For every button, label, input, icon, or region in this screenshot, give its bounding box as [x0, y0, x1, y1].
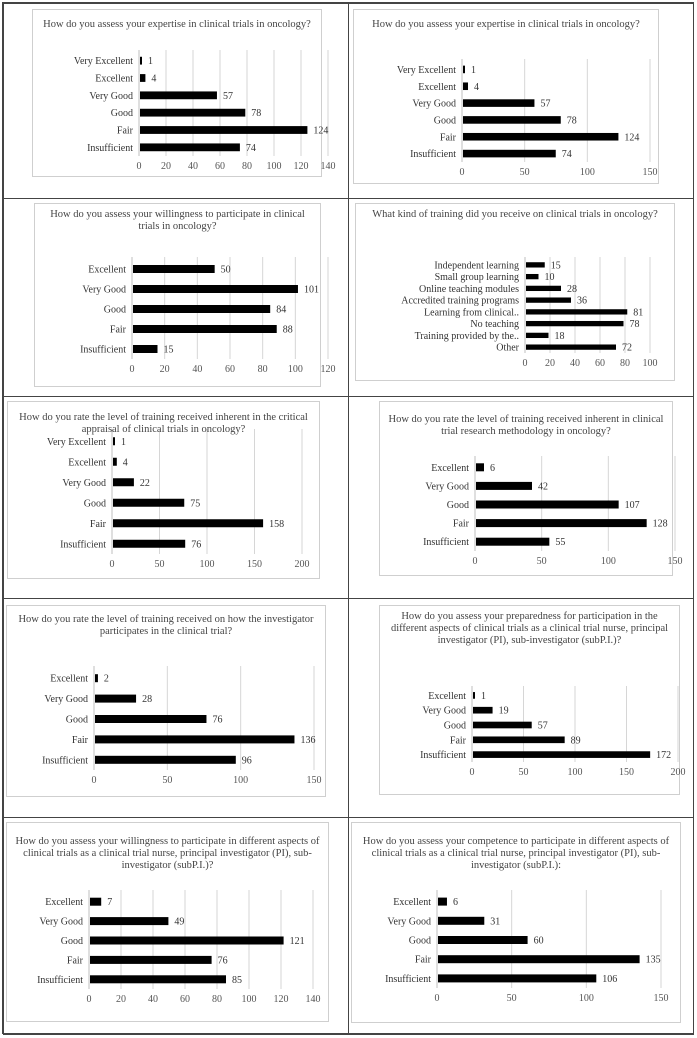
x-tick-label: 80: [257, 364, 268, 375]
data-label: 78: [251, 108, 262, 120]
category-label: Very Good: [425, 481, 469, 493]
category-label: Insufficient: [80, 344, 126, 356]
chart-title: How do you assess your willingness to participate in different aspects of clinical trials as a clinical trial nurse, principal investigator (PI), sub-investigator (subP.I.)?: [15, 836, 320, 871]
bar: [463, 150, 556, 158]
category-label: Excellent: [431, 462, 469, 474]
data-label: 4: [474, 81, 480, 93]
bar: [140, 57, 142, 65]
x-tick-label: 20: [161, 161, 171, 172]
data-label: 10: [544, 272, 555, 284]
bar: [140, 91, 217, 99]
data-label: 15: [163, 344, 174, 356]
bar: [526, 321, 624, 326]
data-label: 28: [142, 694, 153, 706]
data-label: 74: [245, 142, 256, 154]
bar: [463, 116, 561, 124]
data-label: 74: [561, 149, 572, 161]
data-label: 1: [471, 64, 476, 76]
x-tick-label: 150: [306, 775, 322, 786]
x-tick-label: 0: [91, 775, 97, 786]
chart-frame-10: [351, 822, 681, 1023]
chart-cell-2: [348, 3, 694, 199]
x-tick-label: 0: [129, 364, 135, 375]
data-label: 1: [148, 56, 153, 68]
chart-title: What kind of training did you receive on clinical trials in oncology?: [372, 209, 658, 220]
bar: [463, 66, 465, 74]
chart-frame-2: [353, 9, 659, 184]
x-tick-label: 0: [469, 767, 475, 778]
x-tick-label: 50: [506, 993, 517, 1004]
category-label: Fair: [414, 954, 431, 966]
x-tick-label: 40: [570, 358, 580, 369]
data-label: 101: [303, 284, 319, 296]
data-label: 76: [191, 539, 202, 551]
category-label: Very Good: [44, 694, 88, 706]
data-label: 124: [313, 125, 329, 137]
x-tick-label: 50: [154, 559, 165, 570]
category-label: Excellent: [393, 897, 431, 909]
x-tick-label: 0: [459, 167, 465, 178]
bar: [113, 499, 184, 507]
category-label: Fair: [66, 955, 83, 967]
data-label: 172: [656, 750, 672, 762]
category-label: Other: [496, 342, 519, 354]
category-label: Excellent: [88, 264, 126, 276]
data-label: 60: [533, 935, 544, 947]
chart-svg: [33, 10, 336, 176]
data-label: 1: [481, 690, 486, 702]
bar: [113, 437, 115, 445]
bar: [95, 735, 294, 743]
chart-cell-8: [348, 598, 694, 818]
data-label: 84: [276, 304, 287, 316]
category-label: Fair: [116, 125, 133, 137]
data-label: 19: [498, 705, 509, 717]
data-label: 76: [212, 714, 223, 726]
bar: [438, 955, 640, 963]
category-label: Insufficient: [37, 974, 83, 986]
x-tick-label: 50: [518, 767, 529, 778]
bar: [463, 99, 534, 107]
chart-svg: [356, 204, 674, 380]
category-label: Very Excellent: [46, 436, 106, 448]
chart-frame-6: [379, 401, 683, 576]
x-tick-label: 100: [233, 775, 249, 786]
bar: [526, 297, 571, 302]
x-tick-label: 0: [136, 161, 142, 172]
x-tick-label: 200: [670, 767, 686, 778]
category-label: Insufficient: [60, 539, 106, 551]
category-label: Fair: [449, 735, 466, 747]
category-label: Very Excellent: [396, 64, 456, 76]
category-label: Learning from clinical..: [424, 307, 519, 319]
x-tick-label: 140: [305, 994, 321, 1005]
data-label: 57: [540, 98, 551, 110]
x-tick-label: 100: [579, 167, 595, 178]
category-label: Very Good: [412, 98, 456, 110]
bar: [90, 937, 284, 945]
x-tick-label: 150: [619, 767, 634, 778]
data-label: 6: [490, 462, 495, 474]
category-label: Very Good: [39, 916, 83, 928]
category-label: Excellent: [428, 690, 466, 702]
data-label: 49: [174, 916, 185, 928]
x-tick-label: 120: [320, 364, 336, 375]
x-tick-label: 0: [109, 559, 115, 570]
bar: [526, 344, 616, 349]
chart-cell-4: [348, 198, 694, 397]
category-label: Very Good: [82, 284, 126, 296]
bar: [140, 143, 240, 151]
bar: [133, 285, 298, 293]
chart-cell-10: [348, 817, 694, 1035]
chart-title: How do you rate the level of training received inherent in clinical trial research methodology in oncology?: [388, 414, 664, 437]
bar: [473, 707, 493, 714]
category-label: Small group learning: [434, 272, 519, 284]
chart-cell-9: [3, 817, 349, 1035]
bar: [476, 482, 532, 490]
x-tick-label: 0: [522, 358, 528, 369]
data-label: 4: [122, 457, 128, 469]
bar: [476, 519, 647, 527]
category-label: Good: [83, 498, 106, 510]
data-label: 121: [289, 936, 305, 947]
category-label: No teaching: [470, 319, 519, 331]
x-tick-label: 60: [215, 161, 225, 172]
category-label: Excellent: [418, 81, 456, 93]
bar: [463, 82, 468, 90]
x-tick-label: 140: [320, 161, 336, 172]
data-label: 75: [190, 498, 201, 510]
chart-title: How do you assess your willingness to participate in clinical trials in oncology?: [50, 209, 305, 232]
x-tick-label: 150: [247, 559, 262, 570]
data-label: 15: [550, 260, 561, 272]
data-label: 128: [652, 518, 668, 530]
x-tick-label: 100: [578, 993, 594, 1004]
x-tick-label: 100: [642, 358, 658, 369]
data-label: 36: [577, 295, 587, 307]
category-label: Very Excellent: [73, 56, 133, 68]
x-tick-label: 0: [86, 994, 92, 1005]
bar: [476, 538, 549, 546]
data-label: 6: [452, 897, 458, 909]
chart-cell-1: [3, 3, 349, 199]
category-label: Good: [446, 500, 469, 511]
data-label: 2: [103, 673, 109, 685]
category-label: Good: [65, 714, 88, 726]
data-label: 107: [624, 500, 640, 511]
x-tick-label: 20: [545, 358, 555, 369]
category-label: Good: [110, 108, 133, 120]
bar: [526, 333, 549, 338]
x-tick-label: 150: [653, 993, 669, 1004]
data-label: 106: [602, 973, 618, 985]
category-label: Excellent: [68, 457, 106, 469]
x-tick-label: 120: [293, 161, 309, 172]
x-tick-label: 0: [434, 993, 440, 1004]
category-label: Excellent: [95, 73, 133, 85]
data-label: 50: [220, 264, 231, 276]
x-tick-label: 20: [116, 994, 126, 1005]
bar: [476, 463, 484, 471]
chart-title: How do you rate the level of training received inherent in the critical appraisal of clinical trials in oncology?: [19, 412, 308, 435]
x-tick-label: 60: [225, 364, 235, 375]
x-tick-label: 150: [667, 556, 683, 567]
data-label: 76: [217, 955, 228, 967]
category-label: Good: [60, 936, 83, 947]
category-label: Insufficient: [423, 537, 469, 549]
chart-title: How do you assess your expertise in clinical trials in oncology?: [372, 19, 640, 30]
bar: [463, 133, 618, 141]
bar: [473, 751, 650, 758]
bar: [95, 674, 98, 682]
bar: [133, 305, 270, 313]
bar: [90, 917, 168, 925]
data-label: 81: [633, 307, 644, 319]
bar: [140, 126, 307, 134]
chart-title: How do you assess your competence to participate in different aspects of clinical trials as a clinical trial nurse, principal investigator (PI), sub-investigator (subP.I.):: [362, 836, 670, 871]
bar: [473, 692, 475, 699]
category-label: Insufficient: [87, 142, 133, 154]
data-label: 136: [300, 734, 316, 746]
data-label: 57: [537, 720, 548, 732]
x-tick-label: 100: [266, 161, 282, 172]
x-tick-label: 100: [287, 364, 303, 375]
category-label: Insufficient: [42, 755, 88, 767]
x-tick-label: 40: [148, 994, 158, 1005]
chart-cell-6: [348, 396, 694, 599]
x-tick-label: 50: [162, 775, 173, 786]
data-label: 4: [151, 73, 157, 85]
category-label: Insufficient: [385, 973, 431, 985]
chart-frame-1: [32, 9, 336, 177]
category-label: Good: [103, 304, 126, 316]
chart-grid: [2, 2, 694, 1034]
chart-frame-4: [355, 203, 675, 381]
data-label: 96: [241, 755, 252, 767]
category-label: Good: [408, 935, 431, 947]
bar: [113, 540, 185, 548]
category-label: Independent learning: [434, 260, 519, 272]
category-label: Fair: [109, 324, 126, 336]
bar: [473, 736, 565, 743]
category-label: Insufficient: [410, 149, 456, 161]
data-label: 42: [538, 481, 548, 493]
chart-frame-5: [7, 401, 320, 579]
bar: [526, 286, 561, 291]
category-label: Fair: [439, 132, 456, 144]
bar: [113, 519, 263, 527]
category-label: Accredited training programs: [401, 295, 519, 307]
x-tick-label: 60: [595, 358, 605, 369]
bar: [140, 74, 145, 82]
category-label: Very Good: [387, 916, 431, 928]
data-label: 88: [282, 324, 293, 336]
data-label: 89: [570, 735, 581, 747]
data-label: 78: [629, 319, 640, 331]
bar: [476, 501, 619, 509]
category-label: Very Good: [89, 90, 133, 102]
bar: [526, 309, 627, 314]
bar: [526, 262, 545, 267]
x-tick-label: 50: [519, 167, 530, 178]
category-label: Fair: [89, 518, 106, 530]
category-label: Excellent: [50, 673, 88, 685]
data-label: 85: [232, 974, 242, 986]
category-label: Very Good: [62, 477, 106, 489]
category-label: Fair: [452, 518, 469, 530]
bar: [526, 274, 539, 279]
x-tick-label: 100: [567, 767, 583, 778]
category-label: Fair: [71, 734, 88, 746]
x-tick-label: 100: [600, 556, 616, 567]
chart-cell-3: [3, 198, 349, 397]
chart-svg: [354, 10, 658, 183]
chart-title: How do you assess your preparedness for participation in the different aspects of clinical trials as a clinical trial nurse, principal investigator (PI), sub-investigator (subP.I.)?: [390, 611, 669, 646]
x-tick-label: 50: [536, 556, 547, 567]
chart-frame-8: [379, 605, 686, 795]
bar: [95, 695, 136, 703]
x-tick-label: 60: [180, 994, 190, 1005]
data-label: 28: [567, 283, 577, 295]
x-tick-label: 20: [159, 364, 170, 375]
x-tick-label: 80: [212, 994, 222, 1005]
data-label: 7: [107, 897, 113, 909]
bar: [140, 109, 245, 117]
bar: [133, 325, 277, 333]
category-label: Online teaching modules: [419, 283, 519, 295]
bar: [438, 936, 528, 944]
data-label: 135: [645, 954, 661, 966]
x-tick-label: 120: [273, 994, 289, 1005]
chart-title: How do you assess your expertise in clinical trials in oncology?: [43, 19, 311, 30]
category-label: Very Good: [422, 705, 466, 717]
x-tick-label: 150: [642, 167, 658, 178]
chart-frame-9: [6, 822, 329, 1022]
bar: [113, 458, 117, 466]
data-label: 78: [566, 115, 577, 127]
category-label: Good: [443, 720, 466, 732]
bar: [113, 478, 134, 486]
data-label: 1: [121, 436, 126, 448]
x-tick-label: 80: [620, 358, 630, 369]
bar: [473, 722, 532, 729]
x-tick-label: 200: [294, 559, 310, 570]
x-tick-label: 80: [242, 161, 252, 172]
data-label: 31: [490, 916, 501, 928]
chart-title: How do you rate the level of training received on how the investigator participates in the clinical trial?: [18, 614, 314, 637]
data-label: 22: [139, 477, 150, 489]
data-label: 18: [554, 330, 565, 342]
data-label: 158: [269, 518, 285, 530]
data-label: 57: [222, 90, 233, 102]
data-label: 124: [624, 132, 640, 144]
x-tick-label: 40: [192, 364, 203, 375]
data-label: 72: [622, 342, 632, 354]
category-label: Good: [433, 115, 456, 127]
x-tick-label: 0: [472, 556, 478, 567]
bar: [133, 265, 215, 273]
chart-cell-5: [3, 396, 349, 599]
category-label: Insufficient: [420, 750, 466, 762]
data-label: 55: [555, 537, 566, 549]
bar: [438, 917, 484, 925]
x-tick-label: 40: [188, 161, 198, 172]
chart-frame-3: [34, 203, 336, 387]
x-tick-label: 100: [199, 559, 215, 570]
x-tick-label: 100: [241, 994, 257, 1005]
bar: [90, 898, 101, 906]
chart-cell-7: [3, 598, 349, 818]
bar: [95, 715, 206, 723]
category-label: Excellent: [45, 897, 83, 909]
bar: [95, 756, 236, 764]
bar: [438, 898, 447, 906]
bar: [90, 975, 226, 983]
bar: [90, 956, 212, 964]
category-label: Training provided by the..: [414, 330, 519, 342]
bar: [133, 345, 158, 353]
chart-frame-7: [6, 605, 326, 797]
bar: [438, 974, 596, 982]
